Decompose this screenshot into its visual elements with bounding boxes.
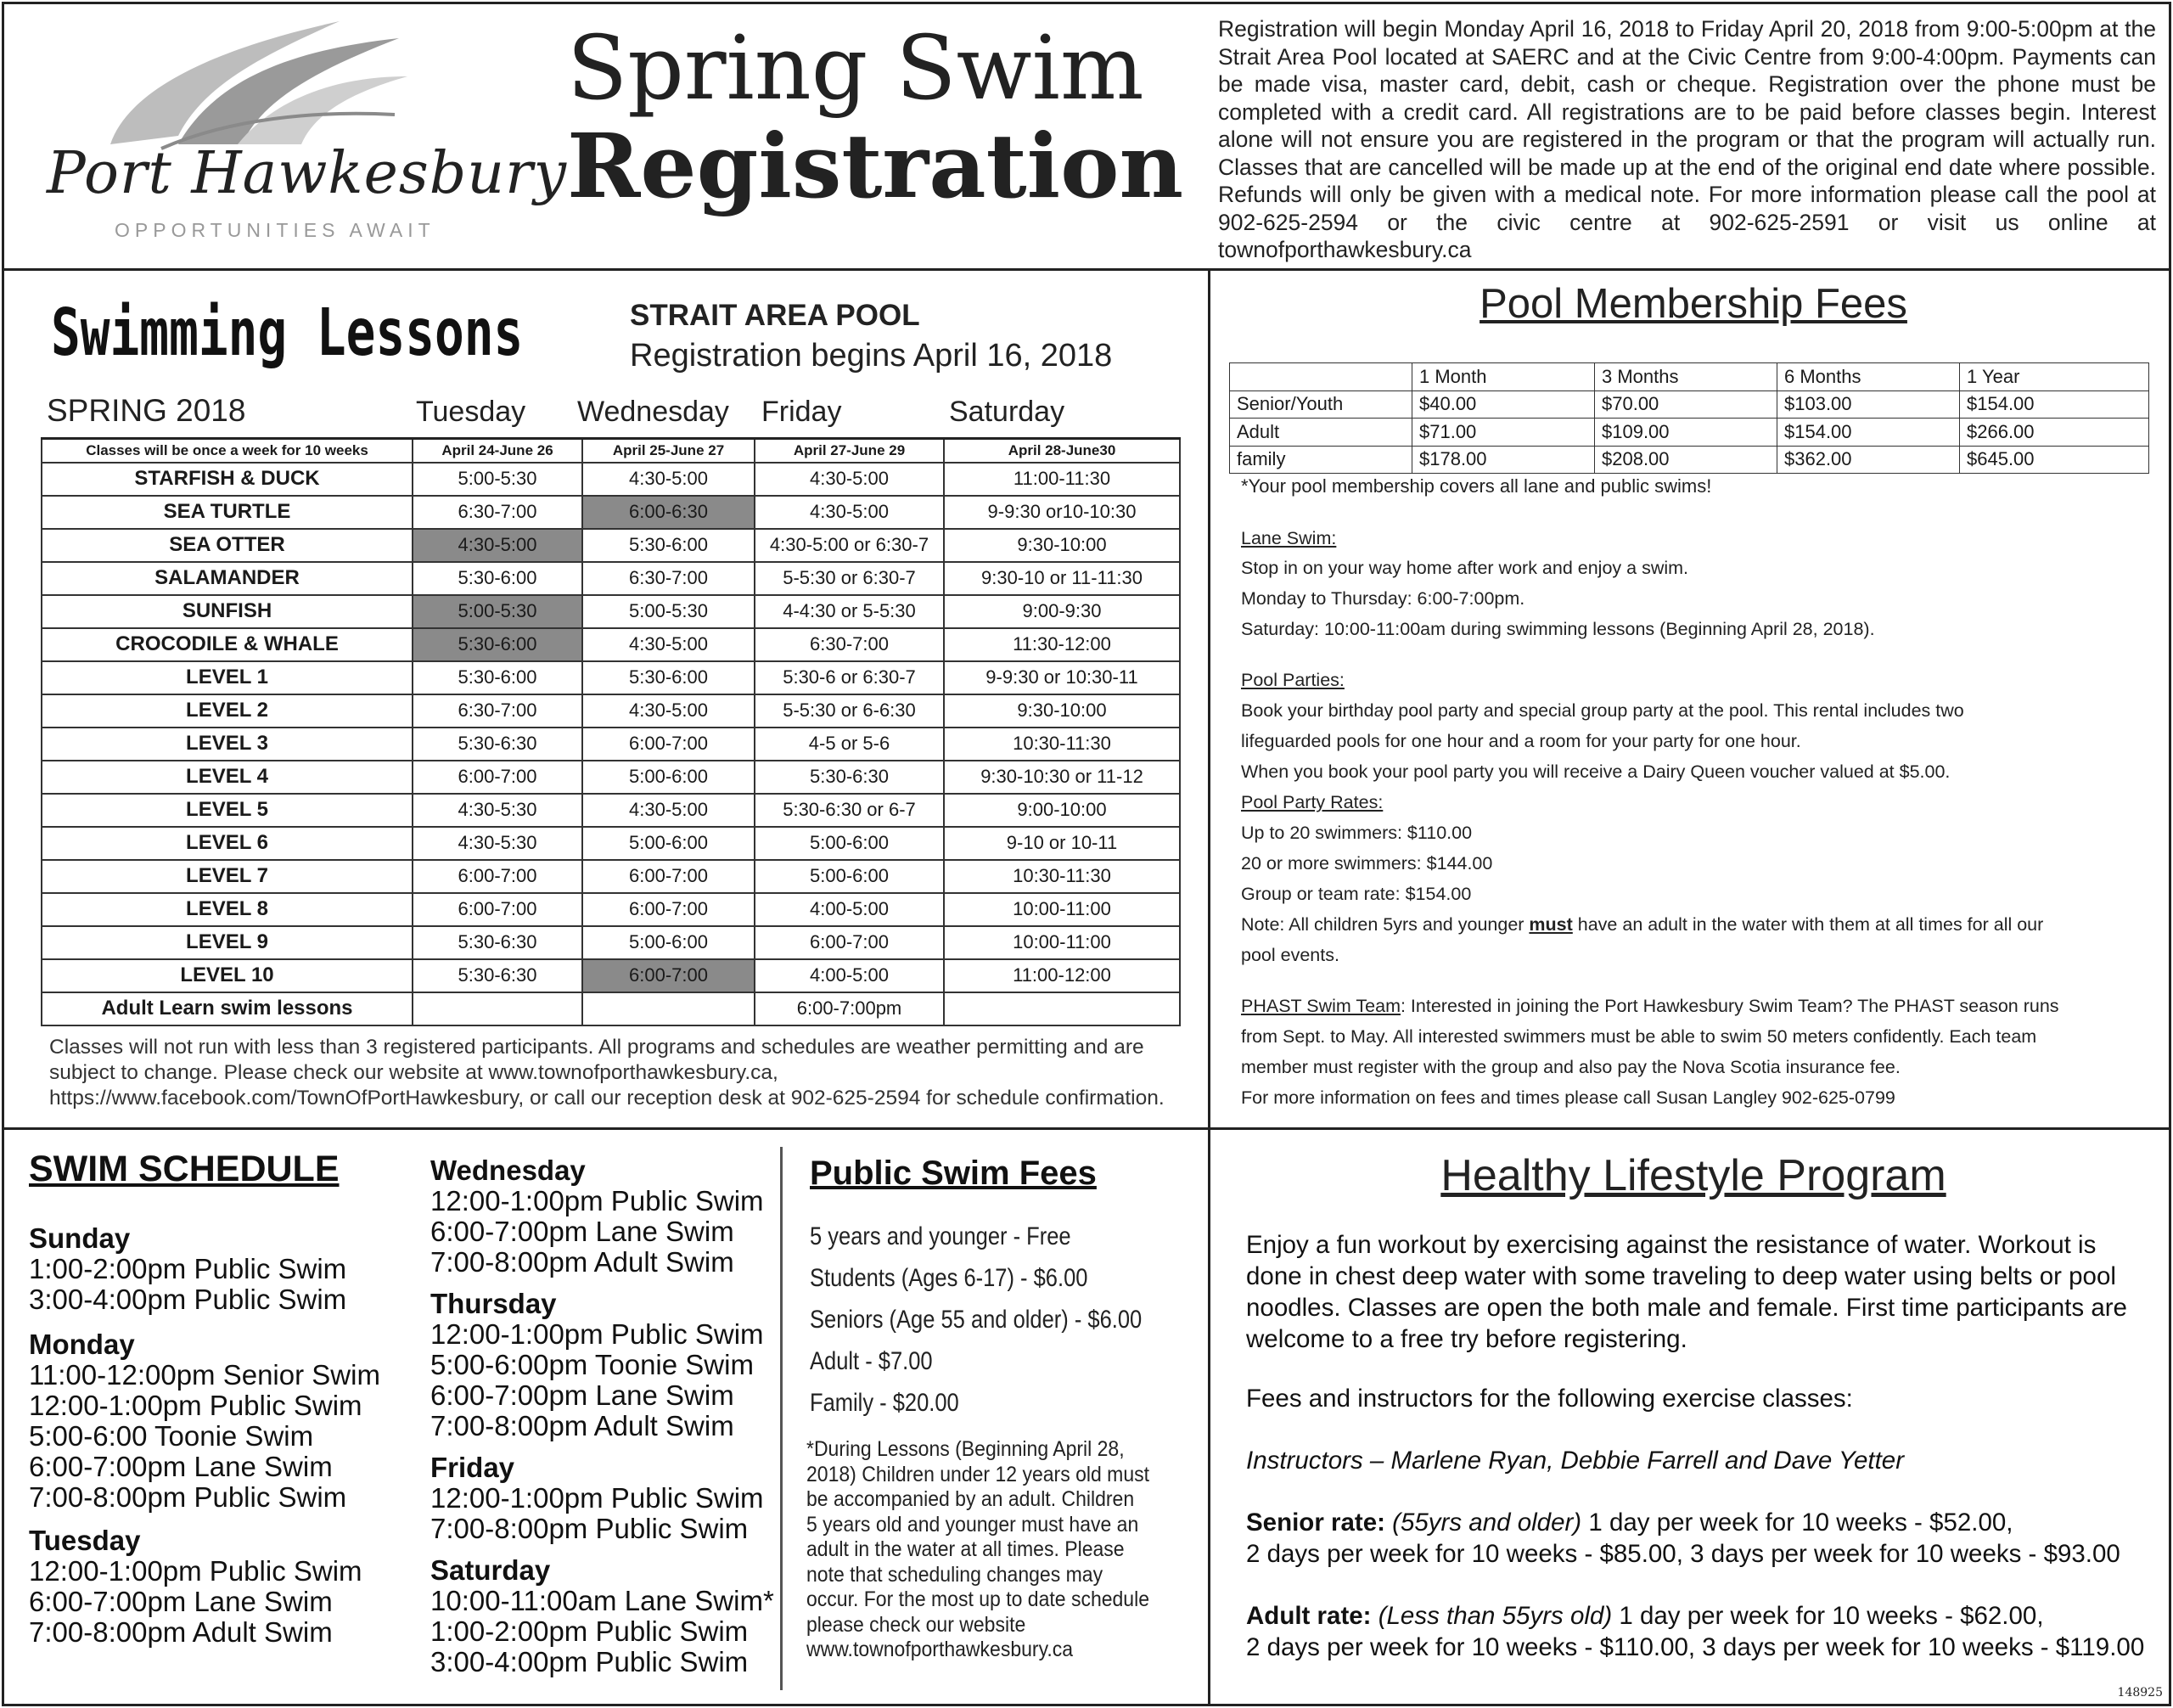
- parties-line: Book your birthday pool party and special group party at the pool. This rental includes two: [1241, 700, 1964, 721]
- time-cell: 4:30-5:00: [755, 496, 944, 529]
- schedule-item: 6:00-7:00pm Lane Swim: [430, 1379, 734, 1411]
- class-name-cell: SALAMANDER: [42, 562, 413, 595]
- time-cell: 9-9:30 or10-10:30: [944, 496, 1180, 529]
- fee-cell: $362.00: [1777, 446, 1960, 474]
- class-name-cell: SUNFISH: [42, 595, 413, 628]
- table-header: April 24-June 26: [413, 439, 582, 463]
- schedule-item: 7:00-8:00pm Public Swim: [29, 1481, 347, 1513]
- class-name-cell: LEVEL 5: [42, 794, 413, 827]
- time-cell: 9-10 or 10-11: [944, 827, 1180, 860]
- healthy-title: Healthy Lifestyle Program: [1440, 1151, 1946, 1200]
- logo-name: Port Hawkesbury: [47, 140, 568, 207]
- time-cell: 4:00-5:00: [755, 893, 944, 926]
- schedule-item: 6:00-7:00pm Lane Swim: [29, 1451, 333, 1482]
- fee-cell: $40.00: [1412, 390, 1595, 419]
- table-row: [42, 959, 1180, 992]
- schedule-item: 10:00-11:00am Lane Swim*: [430, 1585, 774, 1616]
- time-cell: 6:00-7:00: [413, 761, 582, 794]
- table-header: Classes will be once a week for 10 weeks: [42, 439, 413, 463]
- table-row: [42, 992, 1180, 1025]
- note-text: Note: All children 5yrs and younger: [1241, 914, 1530, 935]
- table-header: 1 Year: [1960, 363, 2149, 391]
- rates-line: 20 or more swimmers: $144.00: [1241, 853, 1493, 874]
- time-cell: 6:00-7:00: [413, 860, 582, 893]
- schedule-item: 6:00-7:00pm Lane Swim: [430, 1216, 734, 1247]
- time-cell: 9:30-10:30 or 11-12: [944, 761, 1180, 794]
- time-cell: 5-5:30 or 6-6:30: [755, 694, 944, 728]
- senior-rate-line2: 2 days per week for 10 weeks - $85.00, 3 days per week for 10 weeks - $93.00: [1246, 1540, 2120, 1568]
- fee-cell: $109.00: [1595, 419, 1777, 447]
- time-cell: 5:30-6:00: [582, 661, 755, 694]
- time-cell: 5:30-6:30 or 6-7: [755, 794, 944, 827]
- schedule-item: 7:00-8:00pm Adult Swim: [430, 1246, 734, 1278]
- rates-line: Up to 20 swimmers: $110.00: [1241, 823, 1473, 843]
- time-cell: 5:00-6:00: [582, 761, 755, 794]
- table-header: April 27-June 29: [755, 439, 944, 463]
- time-cell: 6:00-7:00: [582, 893, 755, 926]
- time-cell: 10:30-11:30: [944, 860, 1180, 893]
- time-cell: 6:00-7:00: [582, 959, 755, 992]
- class-name-cell: LEVEL 6: [42, 827, 413, 860]
- day-heading: Thursday: [430, 1288, 557, 1319]
- time-cell: 5:30-6:30: [755, 761, 944, 794]
- schedule-item: 12:00-1:00pm Public Swim: [29, 1555, 362, 1587]
- children-note: [1241, 914, 2043, 935]
- time-cell: 4:30-5:00: [413, 529, 582, 562]
- schedule-item: 12:00-1:00pm Public Swim: [430, 1185, 764, 1216]
- class-name-cell: SEA TURTLE: [42, 496, 413, 529]
- time-cell: 5:00-6:00: [755, 827, 944, 860]
- parties-line: lifeguarded pools for one hour and a room for your party for one hour.: [1241, 731, 1801, 751]
- time-cell: 9-9:30 or 10:30-11: [944, 661, 1180, 694]
- schedule-item: 12:00-1:00pm Public Swim: [430, 1482, 764, 1514]
- time-cell: 5:30-6:00: [413, 562, 582, 595]
- time-cell: 4-4:30 or 5-5:30: [755, 595, 944, 628]
- public-fee-item: Seniors (Age 55 and older) - $6.00: [810, 1306, 1143, 1334]
- parties-heading: Pool Parties:: [1241, 670, 1345, 690]
- note-text: have an adult in the water with them at all times for all our: [1572, 914, 2044, 935]
- class-name-cell: LEVEL 2: [42, 694, 413, 728]
- table-header: April 25-June 27: [582, 439, 755, 463]
- table-header: 1 Month: [1412, 363, 1595, 391]
- lane-swim-line: Saturday: 10:00-11:00am during swimming lessons (Beginning April 28, 2018).: [1241, 619, 1875, 639]
- fee-cell: $645.00: [1960, 446, 2149, 474]
- senior-rate-text: 1 day per week for 10 weeks - $52.00,: [1581, 1509, 2013, 1537]
- table-row: [42, 562, 1180, 595]
- time-cell: [582, 992, 755, 1025]
- table-row: [42, 794, 1180, 827]
- day-heading: Wednesday: [430, 1155, 586, 1186]
- time-cell: 5:30-6:00: [413, 628, 582, 661]
- table-row: [42, 694, 1180, 728]
- time-cell: 9:30-10:00: [944, 694, 1180, 728]
- ad-code: 148925: [2117, 1686, 2163, 1700]
- healthy-intro: Enjoy a fun workout by exercising against the resistance of water. Workout is done in chest deep water with some traveling to deep water using belts or pool noodles. Classes are open the both male and female. First time participants are welcome to a free try before registering.: [1246, 1231, 2127, 1353]
- table-header-row: [42, 439, 1180, 463]
- rates-heading: Pool Party Rates:: [1241, 792, 1384, 812]
- phast-paragraph: [1241, 996, 2059, 1017]
- day-heading: Tuesday: [29, 1525, 141, 1556]
- class-name-cell: STARFISH & DUCK: [42, 463, 413, 496]
- parties-line: When you book your pool party you will receive a Dairy Queen voucher valued at $5.00.: [1241, 761, 1951, 782]
- time-cell: 10:00-11:00: [944, 926, 1180, 959]
- time-cell: 5:00-6:00: [582, 926, 755, 959]
- table-header: 6 Months: [1777, 363, 1960, 391]
- divider: [1208, 268, 1210, 1706]
- time-cell: 6:00-7:00: [582, 728, 755, 761]
- time-cell: 4:30-5:00: [755, 463, 944, 496]
- table-row: [1230, 446, 2149, 474]
- swim-schedule-title: SWIM SCHEDULE: [29, 1149, 340, 1189]
- table-row: [42, 926, 1180, 959]
- time-cell: 9:30-10 or 11-11:30: [944, 562, 1180, 595]
- time-cell: 5:00-6:00: [582, 827, 755, 860]
- phast-line: member must register with the group and also pay the Nova Scotia insurance fee.: [1241, 1057, 1901, 1077]
- fee-cell: $154.00: [1960, 390, 2149, 419]
- class-name-cell: LEVEL 1: [42, 661, 413, 694]
- title-line2: Registration: [567, 114, 1184, 219]
- time-cell: 11:00-12:00: [944, 959, 1180, 992]
- class-name-cell: LEVEL 9: [42, 926, 413, 959]
- class-name-cell: LEVEL 7: [42, 860, 413, 893]
- public-fee-item: Adult - $7.00: [810, 1347, 933, 1375]
- membership-note: *Your pool membership covers all lane and public swims!: [1241, 475, 1712, 497]
- title-line1: Spring Swim: [567, 16, 1144, 120]
- lane-swim-line: Stop in on your way home after work and enjoy a swim.: [1241, 558, 1689, 578]
- schedule-item: 3:00-4:00pm Public Swim: [430, 1646, 749, 1677]
- fees-instructors-line: Fees and instructors for the following exercise classes:: [1246, 1385, 1853, 1413]
- time-cell: [413, 992, 582, 1025]
- time-cell: 5:00-6:00: [755, 860, 944, 893]
- adult-rate-line2: 2 days per week for 10 weeks - $110.00, 3 days per week for 10 weeks - $119.00: [1246, 1633, 2145, 1661]
- time-cell: 11:30-12:00: [944, 628, 1180, 661]
- table-row: [1230, 390, 2149, 419]
- time-cell: 6:00-6:30: [582, 496, 755, 529]
- schedule-item: 11:00-12:00pm Senior Swim: [29, 1359, 380, 1391]
- time-cell: 4:30-5:00 or 6:30-7: [755, 529, 944, 562]
- time-cell: 5:00-5:30: [413, 463, 582, 496]
- time-cell: 5:30-6:00: [413, 661, 582, 694]
- time-cell: 5:30-6:30: [413, 728, 582, 761]
- schedule-item: 3:00-4:00pm Public Swim: [29, 1284, 347, 1315]
- time-cell: 4:00-5:00: [755, 959, 944, 992]
- schedule-item: 7:00-8:00pm Adult Swim: [29, 1616, 333, 1648]
- public-fees-note: *During Lessons (Beginning April 28, 2018) Children under 12 years old must be accompanied by an adult. Children 5 years old and younger must have an adult in the water at all times. Please note that scheduling changes may occur. For the most up to date schedule please check our website www.townofporthawkesbury.ca: [806, 1437, 1150, 1661]
- divider: [2, 268, 2171, 271]
- senior-rate-line: [1246, 1509, 2013, 1537]
- member-type-cell: family: [1230, 446, 1412, 474]
- schedule-item: 5:00-6:00 Toonie Swim: [29, 1420, 314, 1452]
- time-cell: 9:00-10:00: [944, 794, 1180, 827]
- time-cell: 4:30-5:00: [582, 694, 755, 728]
- time-cell: 4:30-5:30: [413, 827, 582, 860]
- day-header: Friday: [761, 396, 842, 428]
- table-header-row: [1230, 363, 2149, 391]
- table-row: [42, 827, 1180, 860]
- senior-rate-qualifier: (55yrs and older): [1392, 1509, 1582, 1537]
- registration-info: Registration will begin Monday April 16, 2018 to Friday April 20, 2018 from 9:00-5:00pm at the Strait Area Pool located at SAERC and at the Civic Centre from 9:00-4:00pm. Payments can be made visa, master card, debit, cash or cheque. Registration over the phone must be completed with a credit card. All registrations are to be paid before classes begin. Interest alone will not ensure you are registered in the program or that the program will actually run. Classes that are cancelled will be made up at the end of the original end date where possible. Refunds will only be given with a medical note. For more information please call the pool at 902-625-2594 or the civic centre at 902-625-2591 or visit us online at townofporthawkesbury.ca: [1218, 16, 2156, 262]
- schedule-item: 7:00-8:00pm Adult Swim: [430, 1410, 734, 1441]
- instructors-line: Instructors – Marlene Ryan, Debbie Farrell and Dave Yetter: [1246, 1447, 1905, 1475]
- note-emphasis: must: [1529, 914, 1573, 935]
- phast-line: from Sept. to May. All interested swimmers must be able to swim 50 meters confidently. Each team: [1241, 1026, 2037, 1047]
- rates-line: Group or team rate: $154.00: [1241, 884, 1472, 904]
- table-row: [42, 728, 1180, 761]
- time-cell: 9:00-9:30: [944, 595, 1180, 628]
- day-heading: Friday: [430, 1452, 515, 1483]
- fee-cell: $208.00: [1595, 446, 1777, 474]
- day-header: Wednesday: [577, 396, 729, 428]
- page-title: [567, 16, 1184, 219]
- day-heading: Sunday: [29, 1222, 131, 1254]
- lessons-title: Swimming Lessons: [51, 295, 524, 371]
- class-name-cell: SEA OTTER: [42, 529, 413, 562]
- table-row: [42, 860, 1180, 893]
- pool-name: STRAIT AREA POOL: [630, 299, 920, 332]
- table-row: [42, 628, 1180, 661]
- lessons-table: [41, 437, 1181, 1026]
- phast-text: : Interested in joining the Port Hawkesbury Swim Team? The PHAST season runs: [1400, 996, 2059, 1016]
- registration-begins: Registration begins April 16, 2018: [630, 338, 1113, 374]
- table-row: [42, 595, 1180, 628]
- membership-title: Pool Membership Fees: [1480, 281, 1907, 327]
- class-name-cell: LEVEL 3: [42, 728, 413, 761]
- phast-line: For more information on fees and times please call Susan Langley 902-625-0799: [1241, 1087, 1895, 1108]
- senior-rate-label: Senior rate:: [1246, 1509, 1385, 1537]
- adult-rate-line: [1246, 1602, 2044, 1631]
- day-header: Saturday: [949, 396, 1065, 428]
- time-cell: 5:30-6:00: [582, 529, 755, 562]
- class-name-cell: CROCODILE & WHALE: [42, 628, 413, 661]
- table-header: 3 Months: [1595, 363, 1777, 391]
- children-note-line2: pool events.: [1241, 945, 1339, 965]
- time-cell: 6:00-7:00: [755, 926, 944, 959]
- public-fee-item: Students (Ages 6-17) - $6.00: [810, 1264, 1088, 1292]
- adult-rate-label: Adult rate:: [1246, 1602, 1372, 1630]
- member-type-cell: Adult: [1230, 419, 1412, 447]
- public-fees-title: Public Swim Fees: [810, 1155, 1097, 1192]
- time-cell: 6:00-7:00: [413, 893, 582, 926]
- time-cell: 10:00-11:00: [944, 893, 1180, 926]
- time-cell: 4:30-5:00: [582, 794, 755, 827]
- phast-heading: PHAST Swim Team: [1241, 996, 1401, 1016]
- schedule-item: 1:00-2:00pm Public Swim: [430, 1615, 749, 1647]
- table-row: [42, 496, 1180, 529]
- table-header: April 28-June30: [944, 439, 1180, 463]
- class-name-cell: Adult Learn swim lessons: [42, 992, 413, 1025]
- class-name-cell: LEVEL 8: [42, 893, 413, 926]
- fee-cell: $266.00: [1960, 419, 2149, 447]
- time-cell: 6:30-7:00: [755, 628, 944, 661]
- class-name-cell: LEVEL 4: [42, 761, 413, 794]
- day-heading: Monday: [29, 1329, 135, 1360]
- schedule-item: 1:00-2:00pm Public Swim: [29, 1253, 347, 1284]
- time-cell: 11:00-11:30: [944, 463, 1180, 496]
- time-cell: 10:30-11:30: [944, 728, 1180, 761]
- day-heading: Saturday: [430, 1554, 551, 1586]
- schedule-item: 12:00-1:00pm Public Swim: [29, 1390, 362, 1421]
- time-cell: 5:00-5:30: [413, 595, 582, 628]
- fee-cell: $70.00: [1595, 390, 1777, 419]
- fee-cell: $71.00: [1412, 419, 1595, 447]
- divider: [2, 1127, 2171, 1130]
- table-row: [42, 529, 1180, 562]
- time-cell: 5:30-6:30: [413, 926, 582, 959]
- time-cell: 9:30-10:00: [944, 529, 1180, 562]
- class-name-cell: LEVEL 10: [42, 959, 413, 992]
- time-cell: 6:30-7:00: [413, 496, 582, 529]
- public-fee-item: 5 years and younger - Free: [810, 1222, 1071, 1250]
- table-row: [42, 463, 1180, 496]
- time-cell: [944, 992, 1180, 1025]
- day-header: Tuesday: [416, 396, 526, 428]
- time-cell: 5-5:30 or 6:30-7: [755, 562, 944, 595]
- adult-rate-text: 1 day per week for 10 weeks - $62.00,: [1612, 1602, 2044, 1630]
- schedule-item: 5:00-6:00pm Toonie Swim: [430, 1349, 754, 1380]
- time-cell: 4:30-5:00: [582, 628, 755, 661]
- table-row: [42, 893, 1180, 926]
- lane-swim-line: Monday to Thursday: 6:00-7:00pm.: [1241, 588, 1525, 609]
- adult-rate-qualifier: (Less than 55yrs old): [1378, 1602, 1613, 1630]
- column-divider: [780, 1147, 783, 1690]
- table-row: [42, 761, 1180, 794]
- lane-swim-heading: Lane Swim:: [1241, 528, 1337, 548]
- time-cell: 4:30-5:00: [582, 463, 755, 496]
- schedule-item: 6:00-7:00pm Lane Swim: [29, 1586, 333, 1617]
- time-cell: 4-5 or 5-6: [755, 728, 944, 761]
- logo-tagline: OPPORTUNITIES AWAIT: [115, 219, 435, 241]
- table-row: [42, 661, 1180, 694]
- time-cell: 6:00-7:00: [582, 860, 755, 893]
- time-cell: 6:00-7:00pm: [755, 992, 944, 1025]
- season-label: SPRING 2018: [47, 393, 246, 428]
- time-cell: 5:00-5:30: [582, 595, 755, 628]
- time-cell: 5:30-6:30: [413, 959, 582, 992]
- table-header: [1230, 363, 1412, 391]
- fee-cell: $178.00: [1412, 446, 1595, 474]
- schedule-item: 12:00-1:00pm Public Swim: [430, 1318, 764, 1350]
- classes-note: Classes will not run with less than 3 registered participants. All programs and schedules are weather permitting and are subject to change. Please check our website at www.townofporthawkesbury.ca, https://www.facebook.com/TownOfPortHawkesbury, or call our reception desk at 902-625-2594 for schedule confirmation.: [49, 1036, 1165, 1110]
- table-row: [1230, 419, 2149, 447]
- fee-cell: $103.00: [1777, 390, 1960, 419]
- time-cell: 6:30-7:00: [582, 562, 755, 595]
- fee-cell: $154.00: [1777, 419, 1960, 447]
- time-cell: 4:30-5:30: [413, 794, 582, 827]
- time-cell: 6:30-7:00: [413, 694, 582, 728]
- time-cell: 5:30-6 or 6:30-7: [755, 661, 944, 694]
- membership-table: [1229, 362, 2149, 474]
- member-type-cell: Senior/Youth: [1230, 390, 1412, 419]
- public-fee-item: Family - $20.00: [810, 1389, 959, 1417]
- schedule-item: 7:00-8:00pm Public Swim: [430, 1513, 749, 1544]
